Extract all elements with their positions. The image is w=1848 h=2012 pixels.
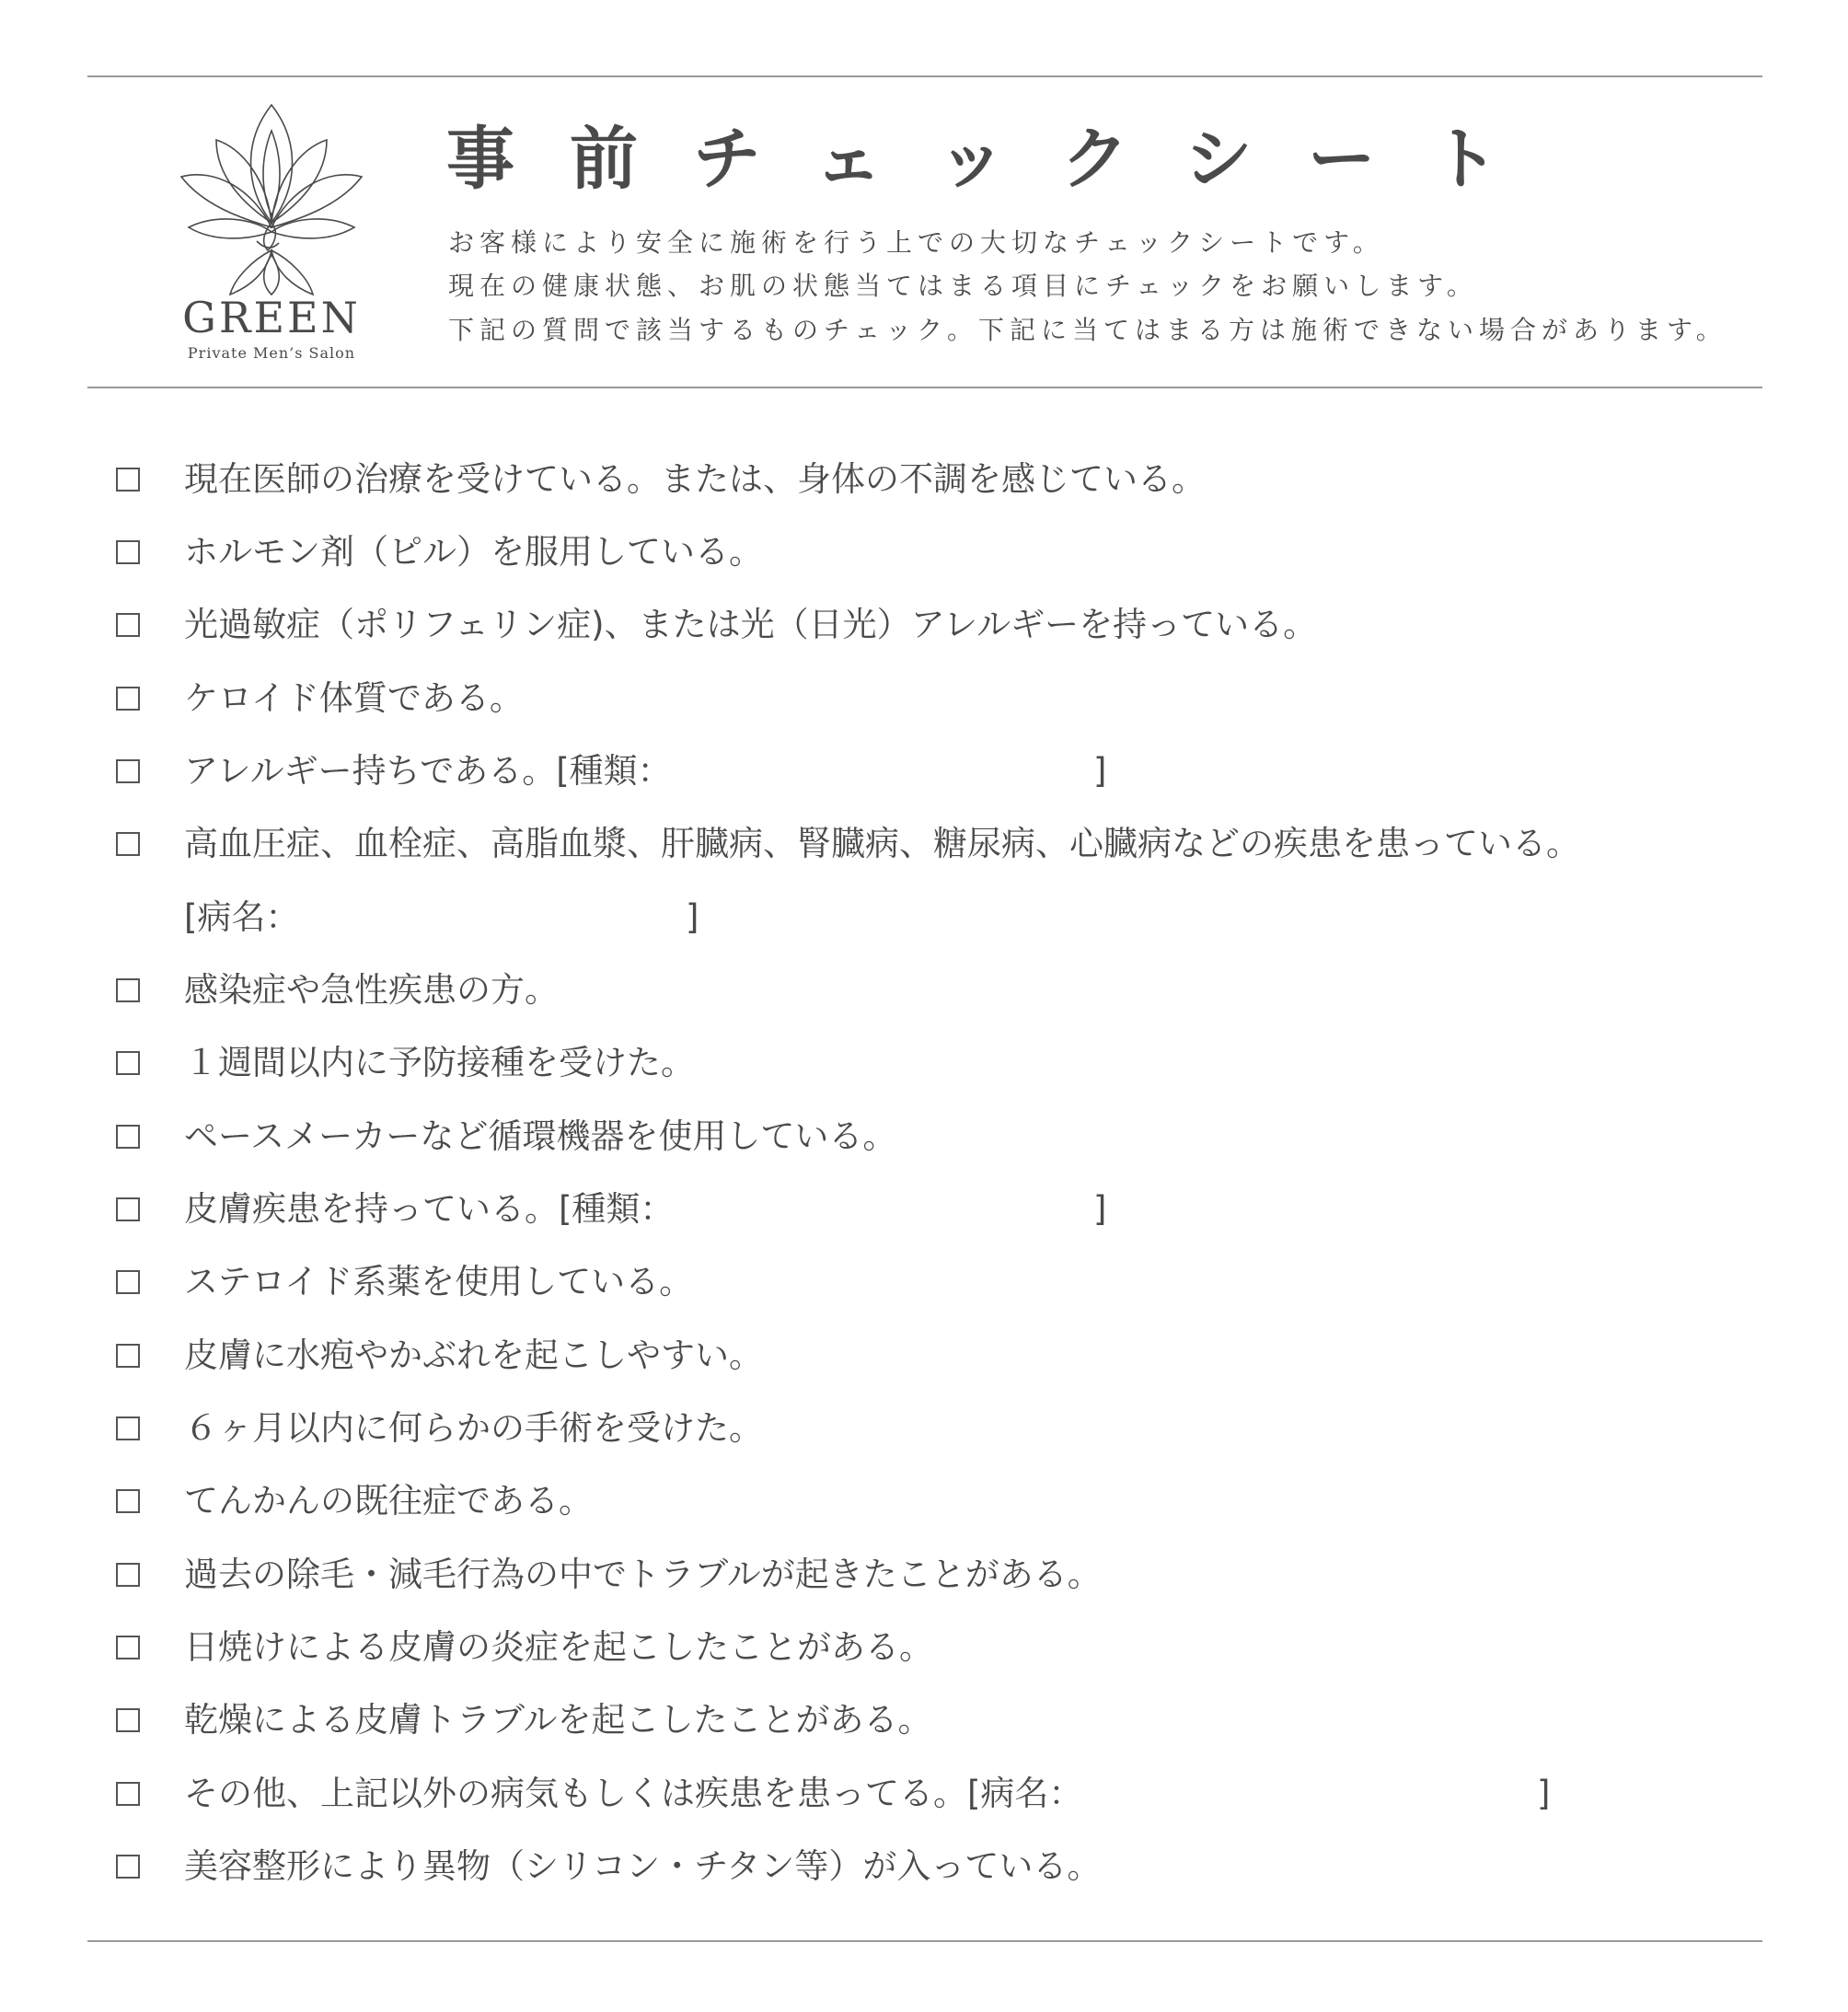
checkbox[interactable]: [116, 1051, 140, 1075]
description-line-1: お客様により安全に施術を行う上での大切なチェックシートです。: [448, 227, 1384, 258]
salon-logo: [175, 103, 368, 370]
item-text: １週間以内に予防接種を受けた。: [184, 1043, 695, 1082]
skin-disease-type-field[interactable]: [727, 1192, 1086, 1229]
checkbox[interactable]: [116, 1855, 140, 1879]
checkbox[interactable]: [116, 540, 140, 564]
item-text: 乾燥による皮膚トラブルを起こしたことがある。: [184, 1700, 932, 1740]
checkbox[interactable]: [116, 978, 140, 1002]
item-text: ステロイド系薬を使用している。: [184, 1262, 694, 1301]
checkbox[interactable]: [116, 1708, 140, 1732]
item-text: ホルモン剤（ピル）を服用している。: [184, 532, 763, 572]
bracket-close: ]: [686, 897, 699, 937]
checkbox[interactable]: [116, 832, 140, 856]
header-divider: [87, 387, 1762, 388]
checkbox[interactable]: [116, 1125, 140, 1149]
lotus-icon: [179, 103, 364, 296]
allergy-type-field[interactable]: [727, 754, 1086, 791]
item-text: 皮膚疾患を持っている。[種類：: [184, 1189, 675, 1229]
item-text: 過去の除毛・減毛行為の中でトラブルが起きたことがある。: [184, 1555, 1102, 1594]
page-title: 事前チェックシート: [446, 120, 1554, 199]
description-line-3: 下記の質問で該当するものチェック。下記に当てはまる方は施術できない場合があります。: [448, 315, 1727, 345]
item-text: 美容整形により異物（シリコン・チタン等）が入っている。: [184, 1846, 1102, 1886]
checkbox[interactable]: [116, 1563, 140, 1587]
checklist-item: [0, 819, 1848, 874]
checkbox[interactable]: [116, 687, 140, 711]
checklist-item: [0, 1769, 1848, 1824]
bracket-close: ]: [1093, 751, 1107, 791]
item-text: ケロイド体質である。: [184, 678, 524, 718]
checklist-item: [0, 966, 1848, 1021]
other-disease-name-field[interactable]: [1169, 1776, 1528, 1813]
item-text: 感染症や急性疾患の方。: [184, 970, 559, 1010]
logo-name: GREEN: [182, 293, 361, 342]
checkbox[interactable]: [116, 468, 140, 491]
checklist-item: [0, 746, 1848, 802]
disease-name-field[interactable]: [313, 900, 681, 937]
checkbox[interactable]: [116, 1197, 140, 1221]
checklist-item: [0, 1185, 1848, 1240]
item-text: 皮膚に水疱やかぶれを起こしやすい。: [184, 1336, 763, 1375]
checklist-item: [0, 527, 1848, 583]
bracket-close: ]: [1093, 1189, 1107, 1229]
checklist-item: [0, 600, 1848, 655]
item-text: てんかんの既往症である。: [184, 1481, 593, 1521]
checklist-item: [0, 1476, 1848, 1532]
checklist-item: [0, 674, 1848, 729]
checklist-item: [0, 455, 1848, 510]
description-line-2: 現在の健康状態、お肌の状態当てはまる項目にチェックをお願いします。: [448, 271, 1478, 301]
item-text: 高血圧症、血栓症、高脂血漿、肝臓病、腎臓病、糖尿病、心臓病などの疾患を患っている。: [184, 824, 1580, 863]
checkbox[interactable]: [116, 1416, 140, 1440]
checklist-item: [0, 1695, 1848, 1751]
checklist-subitem: [0, 893, 1848, 948]
checklist-item: [0, 1112, 1848, 1167]
item-text: ペースメーカーなど循環機器を使用している。: [184, 1116, 897, 1156]
checklist-item: [0, 1404, 1848, 1459]
checkbox[interactable]: [116, 759, 140, 783]
item-text: ６ヶ月以内に何らかの手術を受けた。: [184, 1408, 763, 1448]
item-text: 現在医師の治療を受けている。または、身体の不調を感じている。: [184, 459, 1206, 499]
checklist-item: [0, 1038, 1848, 1093]
checklist-item: [0, 1842, 1848, 1897]
checkbox[interactable]: [116, 1344, 140, 1368]
checkbox[interactable]: [116, 1270, 140, 1294]
item-text: その他、上記以外の病気もしくは疾患を患ってる。[病名：: [184, 1774, 1083, 1813]
item-text: アレルギー持ちである。[種類：: [184, 751, 672, 791]
top-divider: [87, 75, 1762, 77]
checkbox[interactable]: [116, 1489, 140, 1513]
checklist-item: [0, 1331, 1848, 1386]
checkbox[interactable]: [116, 613, 140, 637]
bottom-divider: [87, 1940, 1762, 1942]
checklist-item: [0, 1550, 1848, 1605]
bracket-close: ]: [1537, 1774, 1551, 1813]
item-text: 日焼けによる皮膚の炎症を起こしたことがある。: [184, 1627, 933, 1667]
checkbox[interactable]: [116, 1636, 140, 1659]
checklist-item: [0, 1623, 1848, 1678]
logo-subtitle: Private Men’s Salon: [187, 344, 356, 362]
item-text: [病名：: [184, 897, 300, 937]
item-text: 光過敏症（ポリフェリン症)、または光（日光）アレルギーを持っている。: [184, 605, 1318, 644]
checkbox[interactable]: [116, 1782, 140, 1806]
checklist-item: [0, 1257, 1848, 1312]
